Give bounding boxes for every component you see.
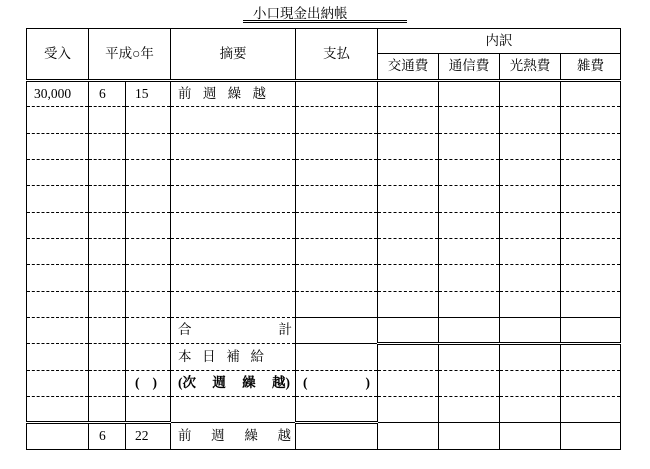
day-cell: [126, 81, 171, 107]
text-segment: 給: [250, 348, 264, 364]
communication-cost-header: 通信費: [439, 54, 500, 81]
month-cell: [89, 160, 126, 186]
received-cell: [27, 81, 89, 107]
text-segment: (: [303, 375, 308, 391]
utilities-cost-cell: [500, 423, 561, 449]
received-cell: [27, 212, 89, 238]
transport-cost-cell: [378, 397, 439, 423]
ledger-row: [27, 291, 621, 317]
ledger-row: [27, 212, 621, 238]
payment-cell: [296, 423, 378, 449]
communication-cost-cell: [439, 186, 500, 212]
ledger-row: [27, 370, 621, 396]
text-segment: 補: [226, 348, 240, 364]
transport-cost-cell: [378, 265, 439, 291]
day-cell: [126, 265, 171, 291]
received-header: 受入: [27, 29, 89, 81]
communication-cost-cell: [439, 318, 500, 344]
petty-cash-ledger: [26, 28, 621, 450]
description-cell: [171, 107, 296, 133]
transport-cost-cell: [378, 107, 439, 133]
misc-cost-cell: [561, 81, 621, 107]
payment-cell: [296, 265, 378, 291]
payment-cell: [296, 344, 378, 370]
text-segment: 繰: [227, 85, 242, 101]
text-segment: 納: [320, 6, 334, 21]
received-cell: [27, 370, 89, 396]
ledger-row: [27, 81, 621, 107]
misc-cost-cell: [561, 186, 621, 212]
misc-cost-cell: [561, 107, 621, 133]
payment-text: [303, 376, 370, 391]
communication-cost-cell: [439, 133, 500, 159]
ledger-title-text: [253, 5, 397, 22]
description-cell: [171, 265, 296, 291]
day-cell: [126, 397, 171, 423]
description-cell: [171, 81, 296, 107]
description-cell: [171, 186, 296, 212]
text-segment: 週: [212, 375, 226, 391]
received-cell: [27, 160, 89, 186]
communication-cost-cell: [439, 107, 500, 133]
utilities-cost-header: 光熱費: [500, 54, 561, 81]
month-cell: [89, 107, 126, 133]
payment-header: 支払: [296, 29, 378, 81]
text-segment: ): [365, 375, 370, 391]
received-cell: [27, 186, 89, 212]
utilities-cost-cell: [500, 318, 561, 344]
text-segment: (: [135, 375, 140, 391]
received-cell: [27, 291, 89, 317]
ledger-title: [243, 5, 407, 23]
communication-cost-cell: [439, 423, 500, 449]
payment-cell: [296, 291, 378, 317]
payment-cell: [296, 397, 378, 423]
description-cell: [171, 160, 296, 186]
month-cell: [89, 370, 126, 396]
day-cell: [126, 186, 171, 212]
day-cell: [126, 318, 171, 344]
month-cell: [89, 423, 126, 449]
utilities-cost-cell: [500, 239, 561, 265]
month-cell: [89, 344, 126, 370]
ledger-row: [27, 107, 621, 133]
day-cell: [126, 370, 171, 396]
misc-cost-cell: [561, 370, 621, 396]
text-segment: 小: [253, 6, 267, 21]
day-text: 22: [135, 428, 149, 444]
description-cell: [171, 423, 296, 449]
description-text: [178, 350, 264, 365]
day-cell: [126, 291, 171, 317]
transport-cost-cell: [378, 291, 439, 317]
utilities-cost-cell: [500, 160, 561, 186]
payment-cell: [296, 318, 378, 344]
day-cell: [126, 344, 171, 370]
ledger-row: [27, 239, 621, 265]
day-cell: [126, 239, 171, 265]
text-segment: 本: [178, 348, 192, 364]
description-text: [178, 376, 290, 391]
text-segment: 帳: [334, 6, 348, 21]
ledger-body: [27, 81, 621, 450]
text-segment: 越: [277, 427, 291, 443]
month-cell: [89, 133, 126, 159]
text-segment: 金: [293, 6, 307, 21]
received-cell: [27, 265, 89, 291]
payment-cell: [296, 133, 378, 159]
utilities-cost-cell: [500, 265, 561, 291]
month-cell: [89, 318, 126, 344]
description-cell: [171, 212, 296, 238]
payment-cell: [296, 239, 378, 265]
communication-cost-cell: [439, 160, 500, 186]
misc-cost-cell: [561, 160, 621, 186]
text-segment: 越): [271, 375, 290, 391]
misc-cost-cell: [561, 239, 621, 265]
utilities-cost-cell: [500, 107, 561, 133]
text-segment: 越: [252, 85, 266, 101]
ledger-row: [27, 423, 621, 449]
text-segment: 日: [202, 348, 216, 364]
ledger-row: [27, 160, 621, 186]
payment-cell: [296, 370, 378, 396]
communication-cost-cell: [439, 291, 500, 317]
ledger-row: [27, 133, 621, 159]
received-cell: [27, 239, 89, 265]
received-cell: [27, 107, 89, 133]
payment-cell: [296, 107, 378, 133]
utilities-cost-cell: [500, 344, 561, 370]
description-cell: [171, 370, 296, 396]
month-cell: [89, 291, 126, 317]
received-text: 30,000: [34, 85, 72, 101]
text-segment: 合: [178, 322, 192, 338]
text-segment: 前: [178, 427, 192, 443]
day-text: 15: [135, 85, 149, 101]
header-row: [27, 29, 621, 54]
utilities-cost-cell: [500, 133, 561, 159]
month-cell: [89, 397, 126, 423]
misc-cost-header: 雑費: [561, 54, 621, 81]
transport-cost-cell: [378, 160, 439, 186]
text-segment: 口: [266, 6, 280, 21]
communication-cost-cell: [439, 344, 500, 370]
transport-cost-cell: [378, 423, 439, 449]
month-cell: [89, 186, 126, 212]
transport-cost-cell: [378, 370, 439, 396]
received-cell: [27, 318, 89, 344]
text-segment: ): [152, 375, 157, 391]
misc-cost-cell: [561, 212, 621, 238]
misc-cost-cell: [561, 265, 621, 291]
communication-cost-cell: [439, 397, 500, 423]
transport-cost-cell: [378, 212, 439, 238]
transport-cost-cell: [378, 318, 439, 344]
ledger-row: [27, 186, 621, 212]
text-segment: 出: [307, 6, 321, 21]
transport-cost-cell: [378, 133, 439, 159]
month-cell: [89, 212, 126, 238]
transport-cost-cell: [378, 344, 439, 370]
month-text: 6: [99, 85, 106, 101]
text-segment: 週: [202, 85, 217, 101]
day-cell: [126, 212, 171, 238]
communication-cost-cell: [439, 212, 500, 238]
ledger-row: [27, 397, 621, 423]
day-cell: [126, 107, 171, 133]
breakdown-header: 内訳: [378, 29, 621, 54]
utilities-cost-cell: [500, 212, 561, 238]
description-cell: [171, 133, 296, 159]
payment-cell: [296, 186, 378, 212]
description-cell: [171, 318, 296, 344]
utilities-cost-cell: [500, 186, 561, 212]
transport-cost-header: 交通費: [378, 54, 439, 81]
date-header: 平成○年: [89, 29, 171, 81]
day-cell: [126, 160, 171, 186]
communication-cost-cell: [439, 239, 500, 265]
received-cell: [27, 397, 89, 423]
day-text: [135, 376, 157, 391]
misc-cost-cell: [561, 318, 621, 344]
description-text: [178, 87, 266, 102]
ledger-row: [27, 344, 621, 370]
description-cell: [171, 239, 296, 265]
month-text: 6: [99, 428, 106, 444]
misc-cost-cell: [561, 397, 621, 423]
text-segment: 週: [211, 427, 225, 443]
utilities-cost-cell: [500, 370, 561, 396]
misc-cost-cell: [561, 291, 621, 317]
description-cell: [171, 344, 296, 370]
misc-cost-cell: [561, 423, 621, 449]
transport-cost-cell: [378, 81, 439, 107]
text-segment: 繰: [242, 375, 256, 391]
communication-cost-cell: [439, 370, 500, 396]
day-cell: [126, 133, 171, 159]
ledger-row: [27, 265, 621, 291]
day-cell: [126, 423, 171, 449]
received-cell: [27, 133, 89, 159]
text-segment: 計: [278, 322, 292, 338]
misc-cost-cell: [561, 344, 621, 370]
payment-cell: [296, 160, 378, 186]
misc-cost-cell: [561, 133, 621, 159]
communication-cost-cell: [439, 265, 500, 291]
payment-cell: [296, 212, 378, 238]
description-text: [178, 429, 291, 444]
payment-cell: [296, 81, 378, 107]
month-cell: [89, 81, 126, 107]
text-segment: 繰: [244, 427, 258, 443]
description-cell: [171, 397, 296, 423]
month-cell: [89, 239, 126, 265]
text-segment: (次: [178, 375, 196, 391]
communication-cost-cell: [439, 81, 500, 107]
text-segment: 現: [280, 6, 294, 21]
transport-cost-cell: [378, 186, 439, 212]
text-segment: 前: [178, 85, 192, 101]
ledger-row: [27, 318, 621, 344]
utilities-cost-cell: [500, 81, 561, 107]
received-cell: [27, 344, 89, 370]
month-cell: [89, 265, 126, 291]
received-cell: [27, 423, 89, 449]
transport-cost-cell: [378, 239, 439, 265]
utilities-cost-cell: [500, 291, 561, 317]
description-text: [178, 323, 292, 338]
description-cell: [171, 291, 296, 317]
description-header: 摘要: [171, 29, 296, 81]
utilities-cost-cell: [500, 397, 561, 423]
